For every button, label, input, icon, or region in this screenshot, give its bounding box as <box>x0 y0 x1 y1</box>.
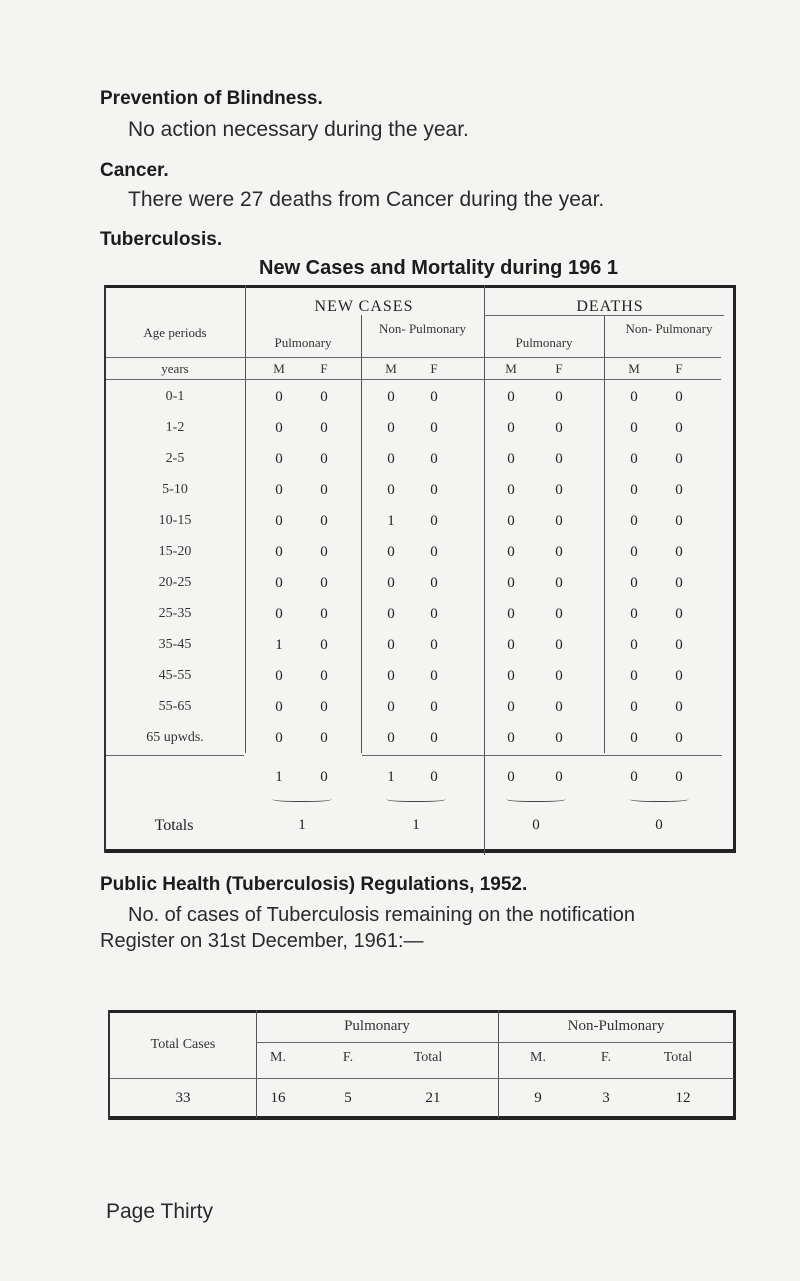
value-cell: 0 <box>387 699 395 715</box>
value-cell: 0 <box>675 637 683 653</box>
value-cell: 0 <box>507 637 515 653</box>
value-cell: 0 <box>507 420 515 436</box>
value-cell: 0 <box>675 513 683 529</box>
new-non-m-label: M <box>385 361 397 376</box>
tb-table-title: New Cases and Mortality during 196 1 <box>259 257 618 279</box>
value-cell: 0 <box>275 699 283 715</box>
age-period-cell: 25-35 <box>158 606 192 621</box>
age-period-cell: 65 upwds. <box>146 730 204 745</box>
value-cell: 0 <box>430 606 438 622</box>
value-cell: 0 <box>387 730 395 746</box>
value-cell: 0 <box>555 730 563 746</box>
total-new-nonpulmonary: 1 <box>412 817 420 833</box>
tb-register-table <box>108 1010 736 1120</box>
death-pul-m-label: M <box>505 361 517 376</box>
value-cell: 0 <box>387 544 395 560</box>
value-cell: 0 <box>275 451 283 467</box>
value-cell: 0 <box>675 420 683 436</box>
value-cell: 0 <box>630 544 638 560</box>
value-cell: 0 <box>320 699 328 715</box>
value-cell: 0 <box>630 606 638 622</box>
brace <box>272 795 332 802</box>
value-cell: 0 <box>555 544 563 560</box>
subtotal-death-non-f: 0 <box>675 769 683 785</box>
age-period-cell: 15-20 <box>158 544 192 559</box>
value-cell: 0 <box>387 389 395 405</box>
register-pul-f: 5 <box>344 1090 352 1106</box>
value-cell: 0 <box>555 606 563 622</box>
value-cell: 0 <box>507 513 515 529</box>
value-cell: 0 <box>320 575 328 591</box>
value-cell: 0 <box>555 575 563 591</box>
value-cell: 0 <box>675 544 683 560</box>
age-period-cell: 20-25 <box>158 575 192 590</box>
value-cell: 0 <box>320 730 328 746</box>
new-pulmonary-header: Pulmonary <box>274 335 332 350</box>
value-cell: 0 <box>320 389 328 405</box>
tb-cases-mortality-table <box>104 285 736 853</box>
register-pul-m: 16 <box>270 1090 286 1106</box>
value-cell: 0 <box>675 699 683 715</box>
value-cell: 0 <box>507 606 515 622</box>
value-cell: 0 <box>675 451 683 467</box>
register-non-m: 9 <box>534 1090 542 1106</box>
value-cell: 0 <box>275 606 283 622</box>
subtotal-death-pul-f: 0 <box>555 769 563 785</box>
age-period-cell: 35-45 <box>158 637 192 652</box>
value-cell: 0 <box>430 575 438 591</box>
register-pul-f-label: F. <box>342 1050 354 1065</box>
death-pul-f-label: F <box>555 361 563 376</box>
total-deaths-nonpulmonary: 0 <box>655 817 663 833</box>
value-cell: 0 <box>275 730 283 746</box>
value-cell: 0 <box>630 668 638 684</box>
heading-regulations: Public Health (Tuberculosis) Regulations, 1952. <box>100 874 528 895</box>
value-cell: 0 <box>507 699 515 715</box>
value-cell: 0 <box>387 575 395 591</box>
new-pul-m-label: M <box>273 361 285 376</box>
brace <box>629 795 689 802</box>
value-cell: 1 <box>275 637 283 653</box>
value-cell: 0 <box>320 420 328 436</box>
value-cell: 0 <box>507 668 515 684</box>
value-cell: 0 <box>275 420 283 436</box>
total-deaths-pulmonary: 0 <box>532 817 540 833</box>
new-nonpulmonary-header: Non- Pulmonary <box>378 321 467 336</box>
age-period-cell: 1-2 <box>165 420 185 435</box>
new-non-f-label: F <box>430 361 438 376</box>
value-cell: 0 <box>555 389 563 405</box>
value-cell: 0 <box>387 606 395 622</box>
subtotal-new-non-m: 1 <box>387 769 395 785</box>
cancer-text: There were 27 deaths from Cancer during the year. <box>128 188 605 211</box>
register-non-total: 12 <box>675 1090 691 1106</box>
heading-tuberculosis: Tuberculosis. <box>100 229 223 250</box>
death-non-f-label: F <box>675 361 683 376</box>
value-cell: 0 <box>555 513 563 529</box>
value-cell: 0 <box>555 668 563 684</box>
value-cell: 0 <box>507 544 515 560</box>
value-cell: 0 <box>630 699 638 715</box>
subtotal-death-pul-m: 0 <box>507 769 515 785</box>
value-cell: 0 <box>675 482 683 498</box>
age-period-cell: 5-10 <box>162 482 188 497</box>
value-cell: 0 <box>430 699 438 715</box>
value-cell: 0 <box>630 513 638 529</box>
subtotal-new-pul-m: 1 <box>275 769 283 785</box>
subtotal-death-non-m: 0 <box>630 769 638 785</box>
brace <box>386 795 446 802</box>
age-period-cell: 0-1 <box>165 389 185 404</box>
value-cell: 0 <box>430 482 438 498</box>
value-cell: 0 <box>430 513 438 529</box>
value-cell: 0 <box>507 482 515 498</box>
value-cell: 0 <box>387 637 395 653</box>
register-nonpulmonary-header: Non-Pulmonary <box>567 1018 665 1034</box>
value-cell: 0 <box>555 420 563 436</box>
value-cell: 0 <box>675 389 683 405</box>
value-cell: 0 <box>320 668 328 684</box>
value-cell: 0 <box>275 389 283 405</box>
value-cell: 0 <box>555 482 563 498</box>
age-periods-header: Age periods <box>143 325 207 340</box>
register-pul-total: 21 <box>425 1090 441 1106</box>
deaths-header: DEATHS <box>576 298 644 315</box>
value-cell: 0 <box>320 482 328 498</box>
register-pul-total-label: Total <box>413 1050 443 1065</box>
value-cell: 0 <box>430 730 438 746</box>
years-label: years <box>161 361 189 376</box>
value-cell: 0 <box>275 575 283 591</box>
value-cell: 0 <box>675 606 683 622</box>
brace <box>506 795 566 802</box>
value-cell: 0 <box>430 451 438 467</box>
age-period-cell: 45-55 <box>158 668 192 683</box>
age-period-cell: 10-15 <box>158 513 192 528</box>
death-nonpulmonary-header: Non- Pulmonary <box>625 321 713 336</box>
value-cell: 0 <box>430 389 438 405</box>
age-period-cell: 55-65 <box>158 699 192 714</box>
total-cases-header: Total Cases <box>150 1037 216 1052</box>
value-cell: 0 <box>430 544 438 560</box>
value-cell: 0 <box>320 637 328 653</box>
regulations-line1: No. of cases of Tuberculosis remaining on the notification <box>128 904 635 926</box>
value-cell: 0 <box>320 513 328 529</box>
value-cell: 0 <box>320 544 328 560</box>
value-cell: 0 <box>275 668 283 684</box>
register-pulmonary-header: Pulmonary <box>344 1018 410 1034</box>
value-cell: 0 <box>630 451 638 467</box>
value-cell: 0 <box>387 451 395 467</box>
value-cell: 0 <box>630 575 638 591</box>
register-total-cases: 33 <box>175 1090 191 1106</box>
subtotal-new-non-f: 0 <box>430 769 438 785</box>
regulations-line2: Register on 31st December, 1961:— <box>100 930 424 952</box>
value-cell: 0 <box>275 482 283 498</box>
value-cell: 0 <box>630 482 638 498</box>
value-cell: 0 <box>387 668 395 684</box>
register-non-total-label: Total <box>663 1050 693 1065</box>
value-cell: 0 <box>387 482 395 498</box>
age-period-cell: 2-5 <box>165 451 185 466</box>
value-cell: 0 <box>555 699 563 715</box>
heading-cancer: Cancer. <box>100 160 169 181</box>
value-cell: 0 <box>275 513 283 529</box>
register-non-f: 3 <box>602 1090 610 1106</box>
value-cell: 1 <box>387 513 395 529</box>
value-cell: 0 <box>630 389 638 405</box>
value-cell: 0 <box>555 637 563 653</box>
totals-label: Totals <box>154 817 194 834</box>
register-pul-m-label: M. <box>270 1050 286 1065</box>
value-cell: 0 <box>275 544 283 560</box>
value-cell: 0 <box>675 668 683 684</box>
value-cell: 0 <box>320 451 328 467</box>
death-pulmonary-header: Pulmonary <box>515 335 573 350</box>
value-cell: 0 <box>430 637 438 653</box>
register-non-m-label: M. <box>530 1050 546 1065</box>
new-cases-header: NEW CASES <box>314 298 414 315</box>
value-cell: 0 <box>630 637 638 653</box>
value-cell: 0 <box>507 451 515 467</box>
page-number: Page Thirty <box>106 1200 213 1223</box>
value-cell: 0 <box>630 730 638 746</box>
value-cell: 0 <box>675 575 683 591</box>
value-cell: 0 <box>507 575 515 591</box>
value-cell: 0 <box>320 606 328 622</box>
value-cell: 0 <box>430 668 438 684</box>
value-cell: 0 <box>555 451 563 467</box>
total-new-pulmonary: 1 <box>298 817 306 833</box>
value-cell: 0 <box>507 389 515 405</box>
blindness-text: No action necessary during the year. <box>128 118 469 141</box>
register-non-f-label: F. <box>600 1050 612 1065</box>
value-cell: 0 <box>675 730 683 746</box>
subtotal-new-pul-f: 0 <box>320 769 328 785</box>
value-cell: 0 <box>630 420 638 436</box>
new-pul-f-label: F <box>320 361 328 376</box>
death-non-m-label: M <box>628 361 640 376</box>
heading-prevention-of-blindness: Prevention of Blindness. <box>100 88 323 109</box>
value-cell: 0 <box>507 730 515 746</box>
value-cell: 0 <box>387 420 395 436</box>
value-cell: 0 <box>430 420 438 436</box>
